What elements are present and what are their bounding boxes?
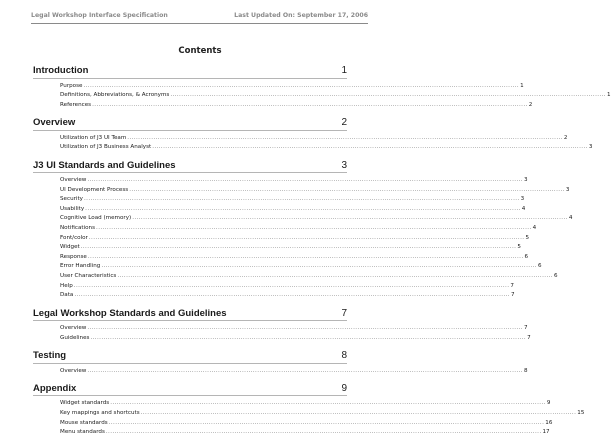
toc-section-page-number: 7	[341, 307, 347, 319]
toc-section	[33, 307, 531, 344]
toc-entry-list	[33, 399, 585, 437]
header-document-title: Legal Workshop Interface Specification	[31, 12, 168, 19]
dot-leader: ........................................................................................................................................................................................................	[87, 177, 523, 184]
toc-entry-list	[33, 82, 611, 111]
dot-leader: ........................................................................................................................................................................................................	[117, 273, 553, 279]
toc-entry[interactable]	[60, 419, 553, 429]
toc-entry-label: Menu standards	[60, 429, 105, 436]
toc-entry-page-number: 4	[521, 205, 526, 212]
toc-entry-label: Error Handling	[60, 263, 101, 270]
toc-entry-label: Mouse standards	[60, 419, 108, 426]
toc-entry-page-number: 16	[545, 419, 553, 426]
toc-section-page-number: 3	[341, 159, 347, 171]
dot-leader: ........................................................................................................................................................................................................	[87, 253, 524, 260]
toc-entry-page-number: 1	[520, 82, 524, 89]
dot-leader: ........................................................................................................................................................................................................	[170, 92, 606, 99]
dot-leader: ........................................................................................................................................................................................................	[132, 215, 568, 222]
toc-section-heading[interactable]	[33, 118, 347, 131]
toc-section-page-number: 1	[341, 65, 347, 76]
toc-entry-page-number: 4	[568, 215, 573, 222]
toc-entry-label: Key mappings and shortcuts	[60, 410, 140, 417]
dot-leader: ........................................................................................................................................................................................................	[85, 205, 521, 212]
toc-entry[interactable]	[60, 428, 550, 438]
toc-entry-label: Overview	[60, 367, 87, 374]
toc-section-title: J3 UI Standards and Guidelines	[33, 159, 176, 171]
toc-entry-list	[33, 176, 573, 301]
toc-entry-label: Overview	[60, 325, 87, 332]
toc-entry[interactable]	[60, 214, 573, 224]
toc-section-title: Appendix	[33, 382, 77, 394]
toc-entry[interactable]	[60, 143, 593, 153]
toc-entry[interactable]	[60, 176, 528, 186]
toc-entry[interactable]	[60, 324, 528, 334]
toc-entry[interactable]	[60, 234, 530, 244]
toc-section	[33, 159, 573, 301]
dot-leader: ........................................................................................................................................................................................................	[108, 419, 545, 426]
toc-entry-label: References	[60, 101, 92, 108]
toc-section-heading[interactable]	[33, 161, 347, 174]
dot-leader: ........................................................................................................................................................................................................	[90, 334, 527, 341]
toc-entry-page-number: 3	[565, 186, 570, 193]
toc-section	[33, 382, 585, 438]
toc-entry-label: Purpose	[60, 82, 83, 89]
toc-entry-list	[33, 134, 593, 153]
toc-entry-page-number: 2	[563, 134, 568, 141]
toc-entry-label: Overview	[60, 177, 87, 184]
toc-entry-label: Security	[60, 196, 83, 203]
toc-entry-page-number: 5	[517, 244, 521, 251]
toc-entry-page-number: 2	[528, 101, 533, 108]
toc-entry[interactable]	[60, 262, 542, 272]
toc-entry-label: Widget	[60, 244, 80, 251]
dot-leader: ........................................................................................................................................................................................................	[110, 400, 546, 407]
dot-leader: ........................................................................................................................................................................................................	[73, 282, 510, 289]
toc-entry-page-number: 3	[520, 196, 525, 203]
toc-entry[interactable]	[60, 205, 526, 215]
toc-section-page-number: 8	[341, 350, 347, 362]
toc-entry-list	[33, 324, 531, 343]
toc-entry-page-number: 3	[588, 144, 593, 151]
toc-entry[interactable]	[60, 291, 515, 301]
toc-section	[33, 117, 593, 153]
toc-entry-page-number: 7	[510, 292, 515, 299]
toc-entry-page-number: 6	[524, 253, 529, 260]
toc-entry[interactable]	[60, 409, 585, 419]
toc-entry-label: Widget standards	[60, 400, 110, 407]
toc-entry-page-number: 1	[606, 92, 611, 99]
toc-entry[interactable]	[60, 367, 528, 377]
toc-section-page-number: 9	[341, 382, 347, 394]
toc-entry-label: Response	[60, 253, 87, 260]
toc-section	[33, 65, 611, 110]
toc-section-heading[interactable]	[33, 384, 347, 397]
header-last-updated: Last Updated On: September 17, 2006	[234, 12, 368, 19]
toc-entry-label: Font/color	[60, 234, 88, 241]
toc-section-page-number: 2	[341, 117, 347, 129]
dot-leader: ........................................................................................................................................................................................................	[140, 410, 577, 417]
toc-entry-page-number: 7	[523, 325, 528, 332]
toc-entry[interactable]	[60, 272, 558, 282]
toc-entry-page-number: 8	[523, 367, 528, 374]
dot-leader: ........................................................................................................................................................................................................	[105, 429, 542, 436]
toc-entry-page-number: 6	[553, 273, 558, 279]
toc-entry-page-number: 7	[510, 282, 514, 289]
toc-section-heading[interactable]	[33, 66, 347, 79]
toc-section-heading[interactable]	[33, 309, 347, 322]
toc-entry-label: Utilization of J3 Business Analyst	[60, 144, 152, 151]
toc-entry-label: Notifications	[60, 225, 96, 232]
toc-section	[33, 350, 528, 376]
toc-entry[interactable]	[60, 82, 524, 92]
dot-leader: ........................................................................................................................................................................................................	[87, 325, 523, 332]
header-divider	[31, 23, 368, 24]
toc-entry-label: Guidelines	[60, 334, 90, 341]
toc-entry-label: Usability	[60, 205, 85, 212]
toc-section-title: Legal Workshop Standards and Guidelines	[33, 307, 227, 319]
dot-leader: ........................................................................................................................................................................................................	[127, 134, 563, 141]
toc-entry-page-number: 6	[537, 263, 542, 270]
toc-entry-page-number: 5	[525, 234, 530, 241]
toc-entry-page-number: 4	[532, 225, 537, 232]
toc-entry-label: Cognitive Load (memory)	[60, 215, 132, 222]
toc-section-title: Overview	[33, 117, 76, 129]
toc-entry-page-number: 15	[577, 410, 585, 417]
dot-leader: ........................................................................................................................................................................................................	[152, 144, 588, 151]
dot-leader: ........................................................................................................................................................................................................	[80, 244, 517, 251]
toc-entry[interactable]	[60, 186, 570, 196]
toc-entry-label: User Characteristics	[60, 273, 117, 279]
toc-entry[interactable]	[60, 243, 521, 253]
table-of-contents	[33, 65, 611, 446]
dot-leader: ........................................................................................................................................................................................................	[96, 225, 532, 232]
toc-entry-page-number: 7	[527, 334, 531, 341]
toc-entry[interactable]	[60, 282, 514, 292]
toc-title: Contents	[178, 46, 222, 56]
dot-leader: ........................................................................................................................................................................................................	[129, 186, 565, 193]
toc-entry-label: Data	[60, 292, 74, 299]
dot-leader: ........................................................................................................................................................................................................	[101, 263, 537, 270]
toc-entry-page-number: 9	[546, 400, 551, 407]
toc-entry-list	[33, 367, 528, 377]
toc-entry[interactable]	[60, 195, 525, 205]
toc-entry-label: UI Development Process	[60, 186, 129, 193]
dot-leader: ........................................................................................................................................................................................................	[92, 101, 528, 108]
dot-leader: ........................................................................................................................................................................................................	[83, 196, 520, 203]
page-header	[31, 12, 368, 19]
toc-entry[interactable]	[60, 253, 529, 263]
dot-leader: ........................................................................................................................................................................................................	[88, 234, 525, 241]
toc-entry-page-number: 17	[542, 429, 550, 436]
toc-entry[interactable]	[60, 334, 531, 344]
toc-section-title: Testing	[33, 350, 67, 362]
toc-section-heading[interactable]	[33, 351, 347, 364]
dot-leader: ........................................................................................................................................................................................................	[87, 367, 523, 374]
toc-entry[interactable]	[60, 399, 551, 409]
toc-entry[interactable]	[60, 134, 568, 144]
toc-entry-page-number: 3	[523, 177, 528, 184]
dot-leader: ........................................................................................................................................................................................................	[83, 82, 520, 89]
toc-entry-label: Help	[60, 282, 73, 289]
toc-entry-label: Definitions, Abbreviations, & Acronyms	[60, 92, 170, 99]
dot-leader: ........................................................................................................................................................................................................	[74, 292, 510, 299]
toc-section-title: Introduction	[33, 65, 89, 76]
toc-entry[interactable]	[60, 224, 537, 234]
toc-entry-label: Utilization of J3 UI Team	[60, 134, 127, 141]
toc-entry[interactable]	[60, 101, 533, 111]
toc-entry[interactable]	[60, 91, 611, 101]
